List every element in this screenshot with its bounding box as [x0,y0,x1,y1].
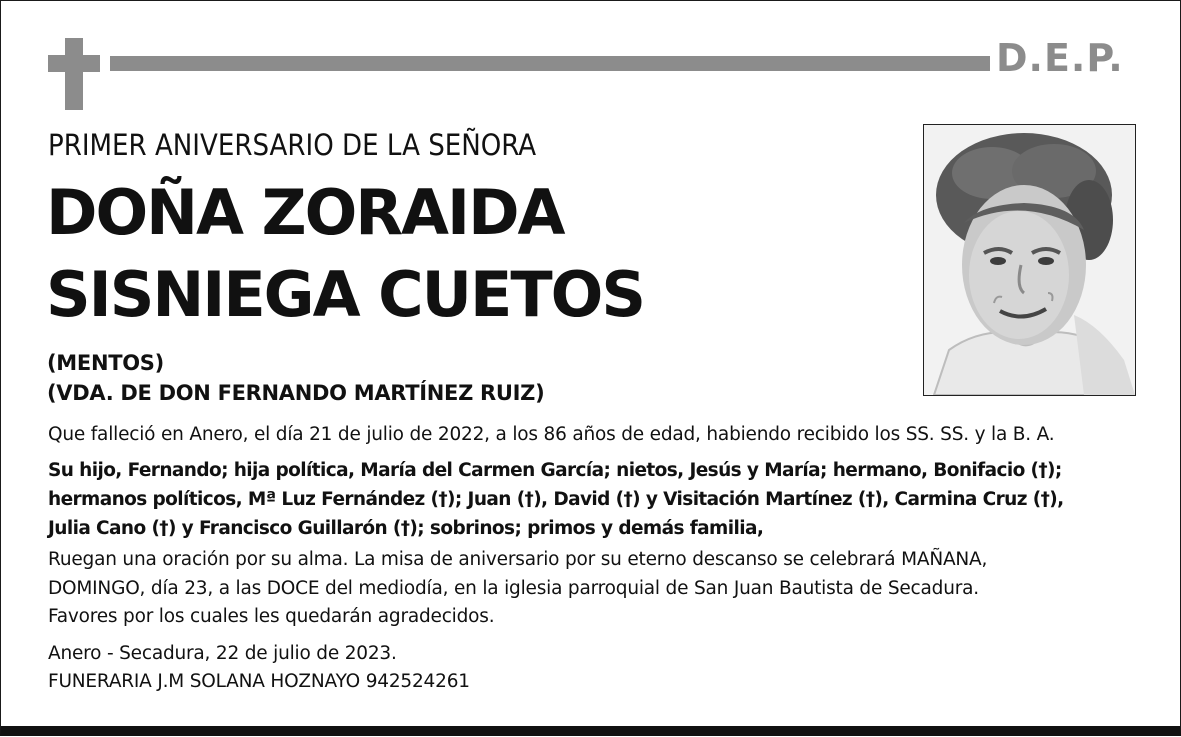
request-line: DOMINGO, día 23, a las DOCE del mediodía, en la iglesia parroquial de San Juan Bautista de Secadura. [48,577,979,599]
family-list [48,456,1064,543]
family-line: hermanos políticos, Mª Luz Fernández (†); Juan (†), David (†) y Visitación Martínez (†), Carmina Cruz (†), [48,489,1064,510]
portrait-photo [923,124,1136,396]
deceased-name-line2: SISNIEGA CUETOS [46,258,644,331]
dep-label: D.E.P. [996,36,1124,80]
request-line: Ruegan una oración por su alma. La misa de aniversario por su eterno descanso se celebrará MAÑANA, [48,549,988,570]
header-rule [110,56,990,71]
deceased-name-line1: DOÑA ZORAIDA [46,176,564,249]
mass-request [48,546,987,632]
portrait-illustration [924,125,1135,395]
footer [48,640,470,696]
family-line: Su hijo, Fernando; hija política, María del Carmen García; nietos, Jesús y María; hermano, Bonifacio (†); [48,460,1062,481]
latin-cross-icon [65,38,83,110]
widow-of: (VDA. DE DON FERNANDO MARTÍNEZ RUIZ) [47,381,545,405]
death-notice: Que falleció en Anero, el día 21 de julio de 2022, a los 86 años de edad, habiendo recibido los SS. SS. y la B. A. [48,424,1055,445]
request-line: Favores por los cuales les quedarán agradecidos. [48,606,495,627]
nickname: (MENTOS) [47,351,164,375]
funeral-home: FUNERARIA J.M SOLANA HOZNAYO 942524261 [48,671,470,692]
latin-cross-icon-bar [48,55,100,72]
family-line: Julia Cano (†) y Francisco Guillarón (†); sobrinos; primos y demás familia, [48,518,764,539]
subtitle: PRIMER ANIVERSARIO DE LA SEÑORA [48,128,537,162]
place-date: Anero - Secadura, 22 de julio de 2023. [48,643,397,664]
